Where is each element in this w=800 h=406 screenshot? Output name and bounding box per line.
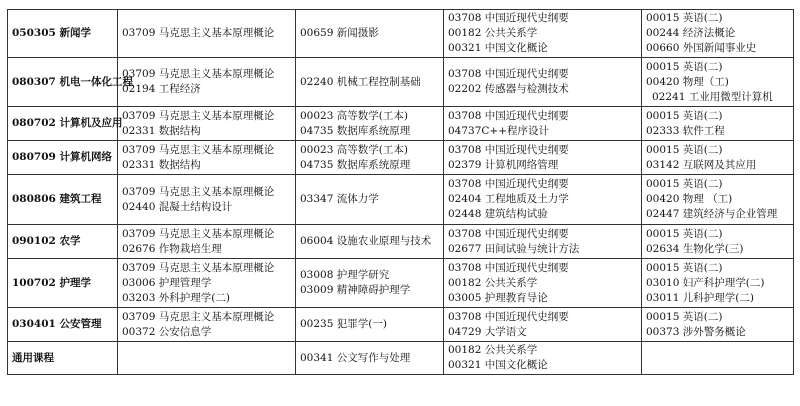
course-item: 00015 英语(二) [646,310,723,323]
course-item: 02241 工业用微型计算机 [652,90,773,103]
course-cell [444,259,642,308]
course-item: 02634 生物化学(三) [646,242,744,255]
course-item: 00015 英语(二) [646,261,723,274]
table-row [8,259,794,308]
course-item: 03709 马克思主义基本原理概论 [122,185,275,198]
course-item: 00015 英语(二) [646,12,723,24]
course-item: 03708 中国近现代史纲要 [448,12,569,24]
course-item: 00372 公安信息学 [122,325,212,338]
course-item: 03142 互联网及其应用 [646,158,757,171]
course-item: 04729 大学语文 [448,325,527,338]
course-cell [642,141,794,175]
course-item: 02440 混凝土结构设计 [122,200,233,213]
course-item: 03709 马克思主义基本原理概论 [122,261,275,274]
course-item: 00015 英语(二) [646,109,723,122]
course-cell [444,107,642,141]
course-item: 02194 工程经济 [122,83,201,95]
curriculum-table [7,9,794,375]
course-cell [118,141,296,175]
course-item: 03709 马克思主义基本原理概论 [122,143,275,156]
course-cell [444,141,642,175]
course-item: 03709 马克思主义基本原理概论 [122,68,275,80]
course-item: 00182 公共关系学 [448,344,538,356]
course-item: 00015 英语(二) [646,143,723,156]
course-item: 00023 高等数学(工本) [300,143,408,156]
course-item: 02676 作物栽培生理 [122,242,222,255]
table-row [8,175,794,225]
table-row [8,58,794,107]
course-cell [444,225,642,259]
course-item: 04737C++程序设计 [448,124,550,137]
course-item: 03010 妇产科护理学(二) [646,276,765,289]
course-item: 02448 建筑结构试验 [448,208,548,220]
course-item: 00015 英语(二) [646,60,723,73]
major-cell: 080709 计算机网络 [8,141,118,175]
course-cell [444,10,642,58]
course-cell [296,141,444,175]
course-item: 03008 护理学研究 [300,269,390,281]
course-item: 06004 设施农业原理与技术 [300,235,432,247]
course-item: 02333 软件工程 [646,124,725,137]
course-item: 02447 建筑经济与企业管理 [646,208,778,220]
course-cell [444,58,642,107]
course-cell [444,342,642,375]
major-cell: 090102 农学 [8,225,118,259]
course-cell [296,308,444,342]
course-item: 00182 公共关系学 [448,27,538,39]
major-cell: 080307 机电一体化工程 [8,58,118,107]
table-row [8,342,794,375]
course-item: 00244 经济法概论 [646,27,736,39]
course-item: 03709 马克思主义基本原理概论 [122,227,275,240]
course-cell [296,175,444,225]
course-item: 00321 中国文化概论 [448,359,548,371]
course-item: 00023 高等数学(工本) [300,109,408,122]
course-cell [118,10,296,58]
course-cell [118,308,296,342]
course-cell [642,107,794,141]
course-item: 00660 外国新闻事业史 [646,42,757,54]
course-item: 00015 英语(二) [646,178,723,190]
course-item: 02331 数据结构 [122,158,201,171]
course-cell [296,107,444,141]
course-cell [296,58,444,107]
course-item: 03005 护理教育导论 [448,291,548,304]
course-cell [642,342,794,375]
major-cell: 通用课程 [8,342,118,375]
course-cell [444,175,642,225]
course-cell [118,107,296,141]
table-row [8,107,794,141]
course-item: 04735 数据库系统原理 [300,158,411,171]
course-item: 00420 物理 （工) [646,193,733,205]
major-cell: 080702 计算机及应用 [8,107,118,141]
course-cell [642,58,794,107]
course-item: 03708 中国近现代史纲要 [448,178,569,190]
course-item: 03708 中国近现代史纲要 [448,109,569,122]
course-item: 02331 数据结构 [122,124,201,137]
course-item: 03709 马克思主义基本原理概论 [122,310,275,323]
course-item: 02240 机械工程控制基础 [300,75,421,88]
course-item: 03708 中国近现代史纲要 [448,261,569,274]
course-cell [296,225,444,259]
course-cell [118,342,296,375]
course-item: 03708 中国近现代史纲要 [448,68,569,80]
course-cell [118,259,296,308]
course-item: 03709 马克思主义基本原理概论 [122,109,275,122]
course-item: 03011 儿科护理学(二) [646,291,754,304]
course-item: 03347 流体力学 [300,193,379,205]
course-item: 00182 公共关系学 [448,276,538,289]
course-item: 00015 英语(二) [646,227,723,240]
course-item: 03708 中国近现代史纲要 [448,227,569,240]
course-cell [642,225,794,259]
course-item: 02404 工程地质及土力学 [448,193,569,205]
course-item: 02677 田间试验与统计方法 [448,242,580,255]
course-item: 03006 护理管理学 [122,276,212,289]
course-cell [642,308,794,342]
course-item: 00321 中国文化概论 [448,42,548,54]
course-item: 02202 传感器与检测技术 [448,83,569,95]
course-cell [296,259,444,308]
course-cell [642,10,794,58]
table-row [8,308,794,342]
course-item: 00420 物理（工) [646,75,729,88]
table-row [8,10,794,58]
curriculum-table-body [8,10,794,375]
course-cell [118,58,296,107]
course-cell [118,225,296,259]
course-item: 03009 精神障碍护理学 [300,284,411,296]
course-cell [296,342,444,375]
course-item: 00373 涉外警务概论 [646,325,746,338]
course-item: 00341 公文写作与处理 [300,351,411,364]
course-cell [296,10,444,58]
course-item: 02379 计算机网络管理 [448,158,559,171]
major-cell: 080806 建筑工程 [8,175,118,225]
table-row [8,141,794,175]
course-item: 00659 新闻摄影 [300,27,379,39]
course-cell [642,259,794,308]
course-item: 03708 中国近现代史纲要 [448,310,569,323]
course-item: 03709 马克思主义基本原理概论 [122,27,275,39]
major-cell: 050305 新闻学 [8,10,118,58]
course-item: 03708 中国近现代史纲要 [448,143,569,156]
major-cell: 100702 护理学 [8,259,118,308]
table-row [8,225,794,259]
course-item: 00235 犯罪学(一) [300,318,387,330]
course-cell [444,308,642,342]
major-cell: 030401 公安管理 [8,308,118,342]
course-item: 03203 外科护理学(二) [122,291,230,304]
course-item: 04735 数据库系统原理 [300,124,411,137]
course-cell [118,175,296,225]
course-cell [642,175,794,225]
